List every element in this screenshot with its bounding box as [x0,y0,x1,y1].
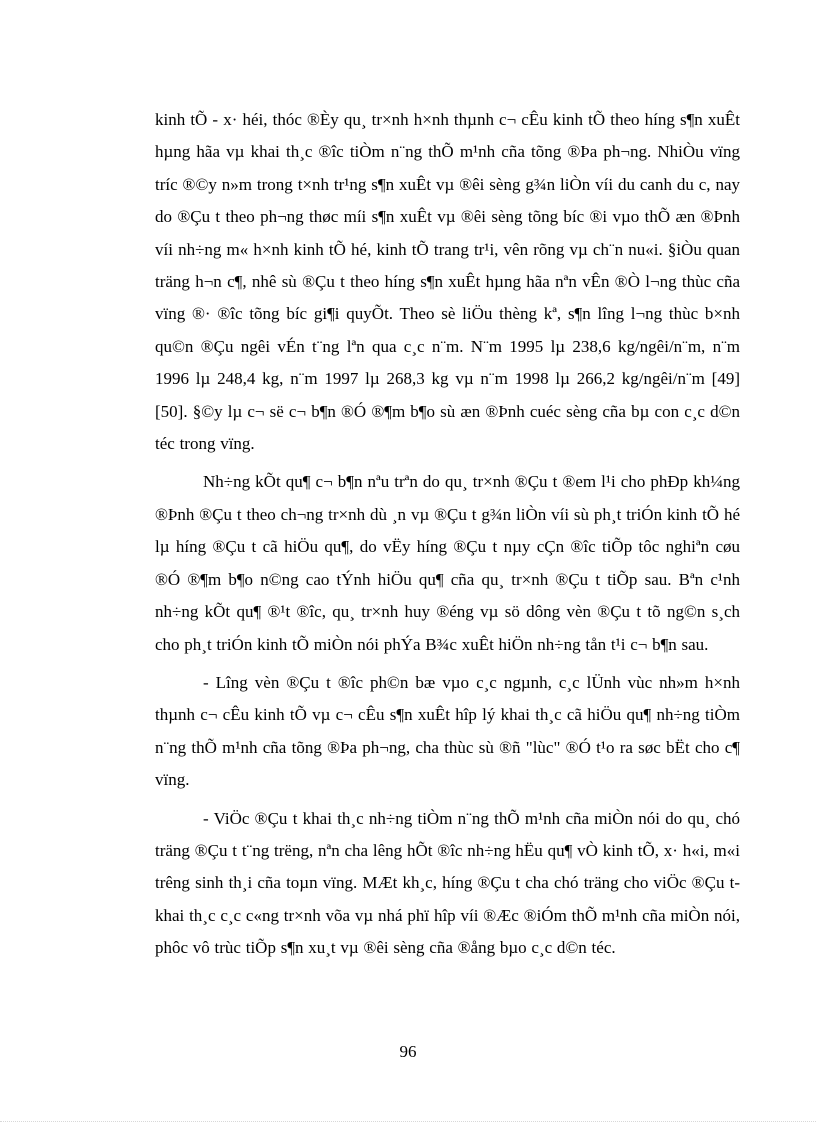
page-number: 96 [399,1042,417,1061]
page-bottom-divider [0,1121,816,1122]
paragraph-results: Nh÷ng kÕt qu¶ c¬ b¶n nªu trªn do qu¸ tr×nh ®Çu t ®em l¹i cho phÐp kh¼ng ®Þnh ®Çu t theo ch¬ng tr×nh dù ¸n vµ ®Çu t g¾n liÒn víi sù ph¸t triÓn kinh tÕ hé lµ híng ®Çu t cã hiÖu qu¶, do vËy híng ®Çu t nµy cÇn ®îc tiÕp tôc nghiªn cøu ®Ó ®¶m b¶o n©ng cao tÝnh hiÖu qu¶ cña qu¸ tr×nh ®Çu t tiÕp sau. Bªn c¹nh nh÷ng kÕt qu¶ ®¹t ®îc, qu¸ tr×nh huy ®éng vµ sö dông vèn ®Çu t tõ ng©n s¸ch cho ph¸t triÓn kinh tÕ miÒn nói phÝa B¾c xuÊt hiÖn nh÷ng tån t¹i c¬ b¶n sau. [155,472,740,654]
paragraph-resource-exploitation: - ViÖc ®Çu t khai th¸c nh÷ng tiÒm n¨ng thÕ m¹nh cña miÒn nói do qu¸ chó träng ®Çu t t¨ng trëng, nªn cha lêng hÕt ®îc nh÷ng hËu qu¶ vÒ kinh tÕ, x· h«i, m«i trêng sinh th¸i cña toµn vïng. MÆt kh¸c, híng ®Çu t cha chó träng cho viÖc ®Çu t khai th¸c c¸c c«ng tr×nh võa vµ nhá phï hîp víi ®Æc ®iÓm thÕ m¹nh cña miÒn nói, phôc vô trùc tiÕp s¶n xu¸t vµ ®êi sèng cña ®ång bµo c¸c d©n téc. [155,808,740,958]
body-text [155,104,740,965]
paragraph-capital-allocation: - Lîng vèn ®Çu t ®îc ph©n bæ vµo c¸c ngµnh, c¸c lÜnh vùc nh»m h×nh thµnh c¬ cÊu kinh tÕ vµ c¬ cÊu s¶n xuÊt hîp lý khai th¸c cã hiÖu qu¶ nh÷ng tiÒm n¨ng thÕ m¹nh cña tõng ®Þa ph¬ng, cha thùc sù ®ñ "lùc" ®Ó t¹o ra søc bËt cho c¶ vïng. [155,672,740,790]
paragraph-continuation: kinh tÕ - x· héi, thóc ®Èy qu¸ tr×nh h×nh thµnh c¬ cÊu kinh tÕ theo híng s¶n xuÊt hµng hãa vµ khai th¸c ®îc tiÒm n¨ng thÕ m¹nh cña tõng ®Þa ph¬ng. NhiÒu vïng tríc ®©y n»m trong t×nh tr¹ng s¶n xuÊt vµ ®êi sèng g¾n liÒn víi du canh du c, nay do ®Çu t theo ph¬ng thøc míi s¶n xuÊt vµ ®êi sèng tõng bíc ®i vµo thÕ æn ®Þnh víi nh÷ng m« h×nh kinh tÕ hé, kinh tÕ trang tr¹i, vên rõng vµ ch¨n nu«i. §iÒu quan träng h¬n c¶, nhê sù ®Çu t theo híng s¶n xuÊt hµng hãa nªn vÊn ®Ò l¬ng thùc cña vïng ®· ®îc tõng bíc gi¶i quyÕt. Theo sè liÖu thèng kª, s¶n lîng l¬ng thùc b×nh qu©n ®Çu ngêi vÉn t¨ng lªn qua c¸c n¨m. N¨m 1995 lµ 238,6 kg/ngêi/n¨m, n¨m 1996 lµ 248,4 kg, n¨m 1997 lµ 268,3 kg vµ n¨m 1998 lµ 266,2 kg/ngêi/n¨m [49] [50]. §©y lµ c¬ së c¬ b¶n ®Ó ®¶m b¶o sù æn ®Þnh cuéc sèng cña bµ con c¸c d©n téc trong vïng. [155,110,740,454]
